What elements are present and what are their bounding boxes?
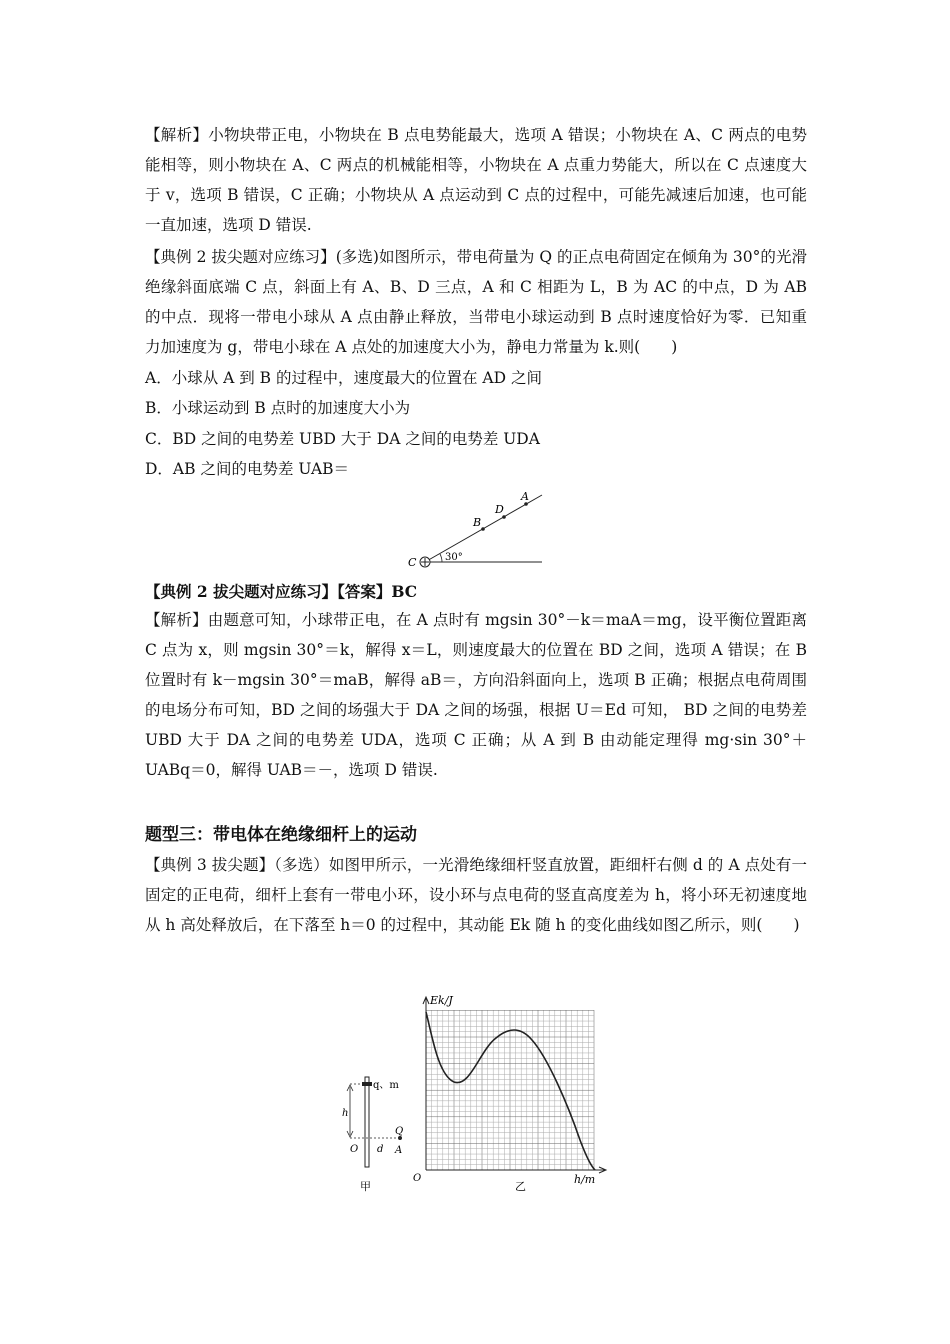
incline-figure xyxy=(400,488,550,570)
option-a: A．小球从 A 到 B 的过程中，速度最大的位置在 AD 之间 xyxy=(145,369,542,387)
charged-ring xyxy=(362,1082,372,1086)
label-q: Q xyxy=(395,1126,404,1137)
example-2-question: 【典例 2 拔尖题对应练习】(多选)如图所示，带电荷量为 Q 的正点电荷固定在倾角为 30°的光滑绝缘斜面底端 C 点，斜面上有 A、B、D 三点，A 和 C 相距为 L，B 为 AC 的中点，D 为 AB 的中点．现将一带电小球从 A 点由静止释放，当带电小球运动到 B 点时速度恰好为零．已知重力加速度为 g，带电小球在 A 点处的加速度大小为，静电力常量为 k.则( ) xyxy=(145,248,807,356)
example-2-analysis: 【解析】由题意可知，小球带正电，在 A 点时有 mgsin 30°－k＝maA＝mg，设平衡位置距离 C 点为 x，则 mgsin 30°＝k，解得 x＝L，则速度最大的位置在 BD 之间，选项 A 错误；在 B 位置时有 k－mgsin 30°＝maB，解得 aB＝，方向沿斜面向上，选项 B 正确；根据点电荷周围的电场分布可知，BD 之间的场强大于 DA 之间的场强，根据 U＝Ed 可知， BD 之间的电势差 UBD 大于 DA 之间的电势差 UDA，选项 C 正确；从 A 到 B 由动能定理得 mg·sin 30°＋UABq＝0，解得 UAB＝－，选项 D 错误. xyxy=(145,611,807,779)
angle-arc xyxy=(440,554,442,562)
analysis-paragraph-1: 【解析】小物块带正电，小物块在 B 点电势能最大，选项 A 错误；小物块在 A、C 两点的电势能相等，则小物块在 A、C 两点的机械能相等，小物块在 A 点重力势能大，所以在 C 点速度大于 v，选项 B 错误，C 正确；小物块从 A 点运动到 C 点的过程中，可能先减速后加速，也可能一直加速，选项 D 错误. xyxy=(145,126,807,234)
label-d: d xyxy=(377,1144,384,1155)
option-c: C．BD 之间的电势差 UBD 大于 DA 之间的电势差 UDA xyxy=(145,430,540,448)
label-a: A xyxy=(395,1145,403,1156)
label-o: O xyxy=(350,1144,359,1155)
graph-grid xyxy=(426,1010,594,1170)
label-angle: 30° xyxy=(445,552,463,563)
ek-curve xyxy=(426,1012,595,1170)
label-b: B xyxy=(473,516,482,529)
label-h: h xyxy=(342,1108,349,1119)
insulating-rod xyxy=(365,1077,369,1167)
option-b: B．小球运动到 B 点时的加速度大小为 xyxy=(145,399,411,417)
origin-label: O xyxy=(413,1173,422,1184)
point-b-dot xyxy=(481,527,485,531)
example-3-question: 【典例 3 拔尖题】（多选）如图甲所示，一光滑绝缘细杆竖直放置，距细杆右侧 d 的 A 点处有一固定的正电荷，细杆上套有一带电小环，设小环与点电荷的竖直高度差为 h，将小环无初速度地从 h 高处释放后，在下落至 h＝0 的过程中，其动能 Ek 随 h 的变化曲线如图乙所示，则( ) xyxy=(145,856,807,934)
label-a: A xyxy=(521,490,529,503)
option-d: D．AB 之间的电势差 UAB＝ xyxy=(145,460,350,478)
x-axis-label: h/m xyxy=(574,1173,596,1186)
section-3-heading: 题型三：带电体在绝缘细杆上的运动 xyxy=(145,825,417,845)
y-axis-label: Ek/J xyxy=(430,994,453,1007)
label-qm: q、m xyxy=(373,1080,399,1091)
example-2-answer: 【典例 2 拔尖题对应练习】【答案】BC xyxy=(145,582,418,601)
caption-yi: 乙 xyxy=(515,1180,526,1193)
caption-jia: 甲 xyxy=(360,1180,371,1193)
figure-yi-graph xyxy=(408,990,613,1195)
label-c: C xyxy=(408,556,417,569)
figure-jia xyxy=(340,1075,415,1195)
label-d: D xyxy=(495,503,504,516)
